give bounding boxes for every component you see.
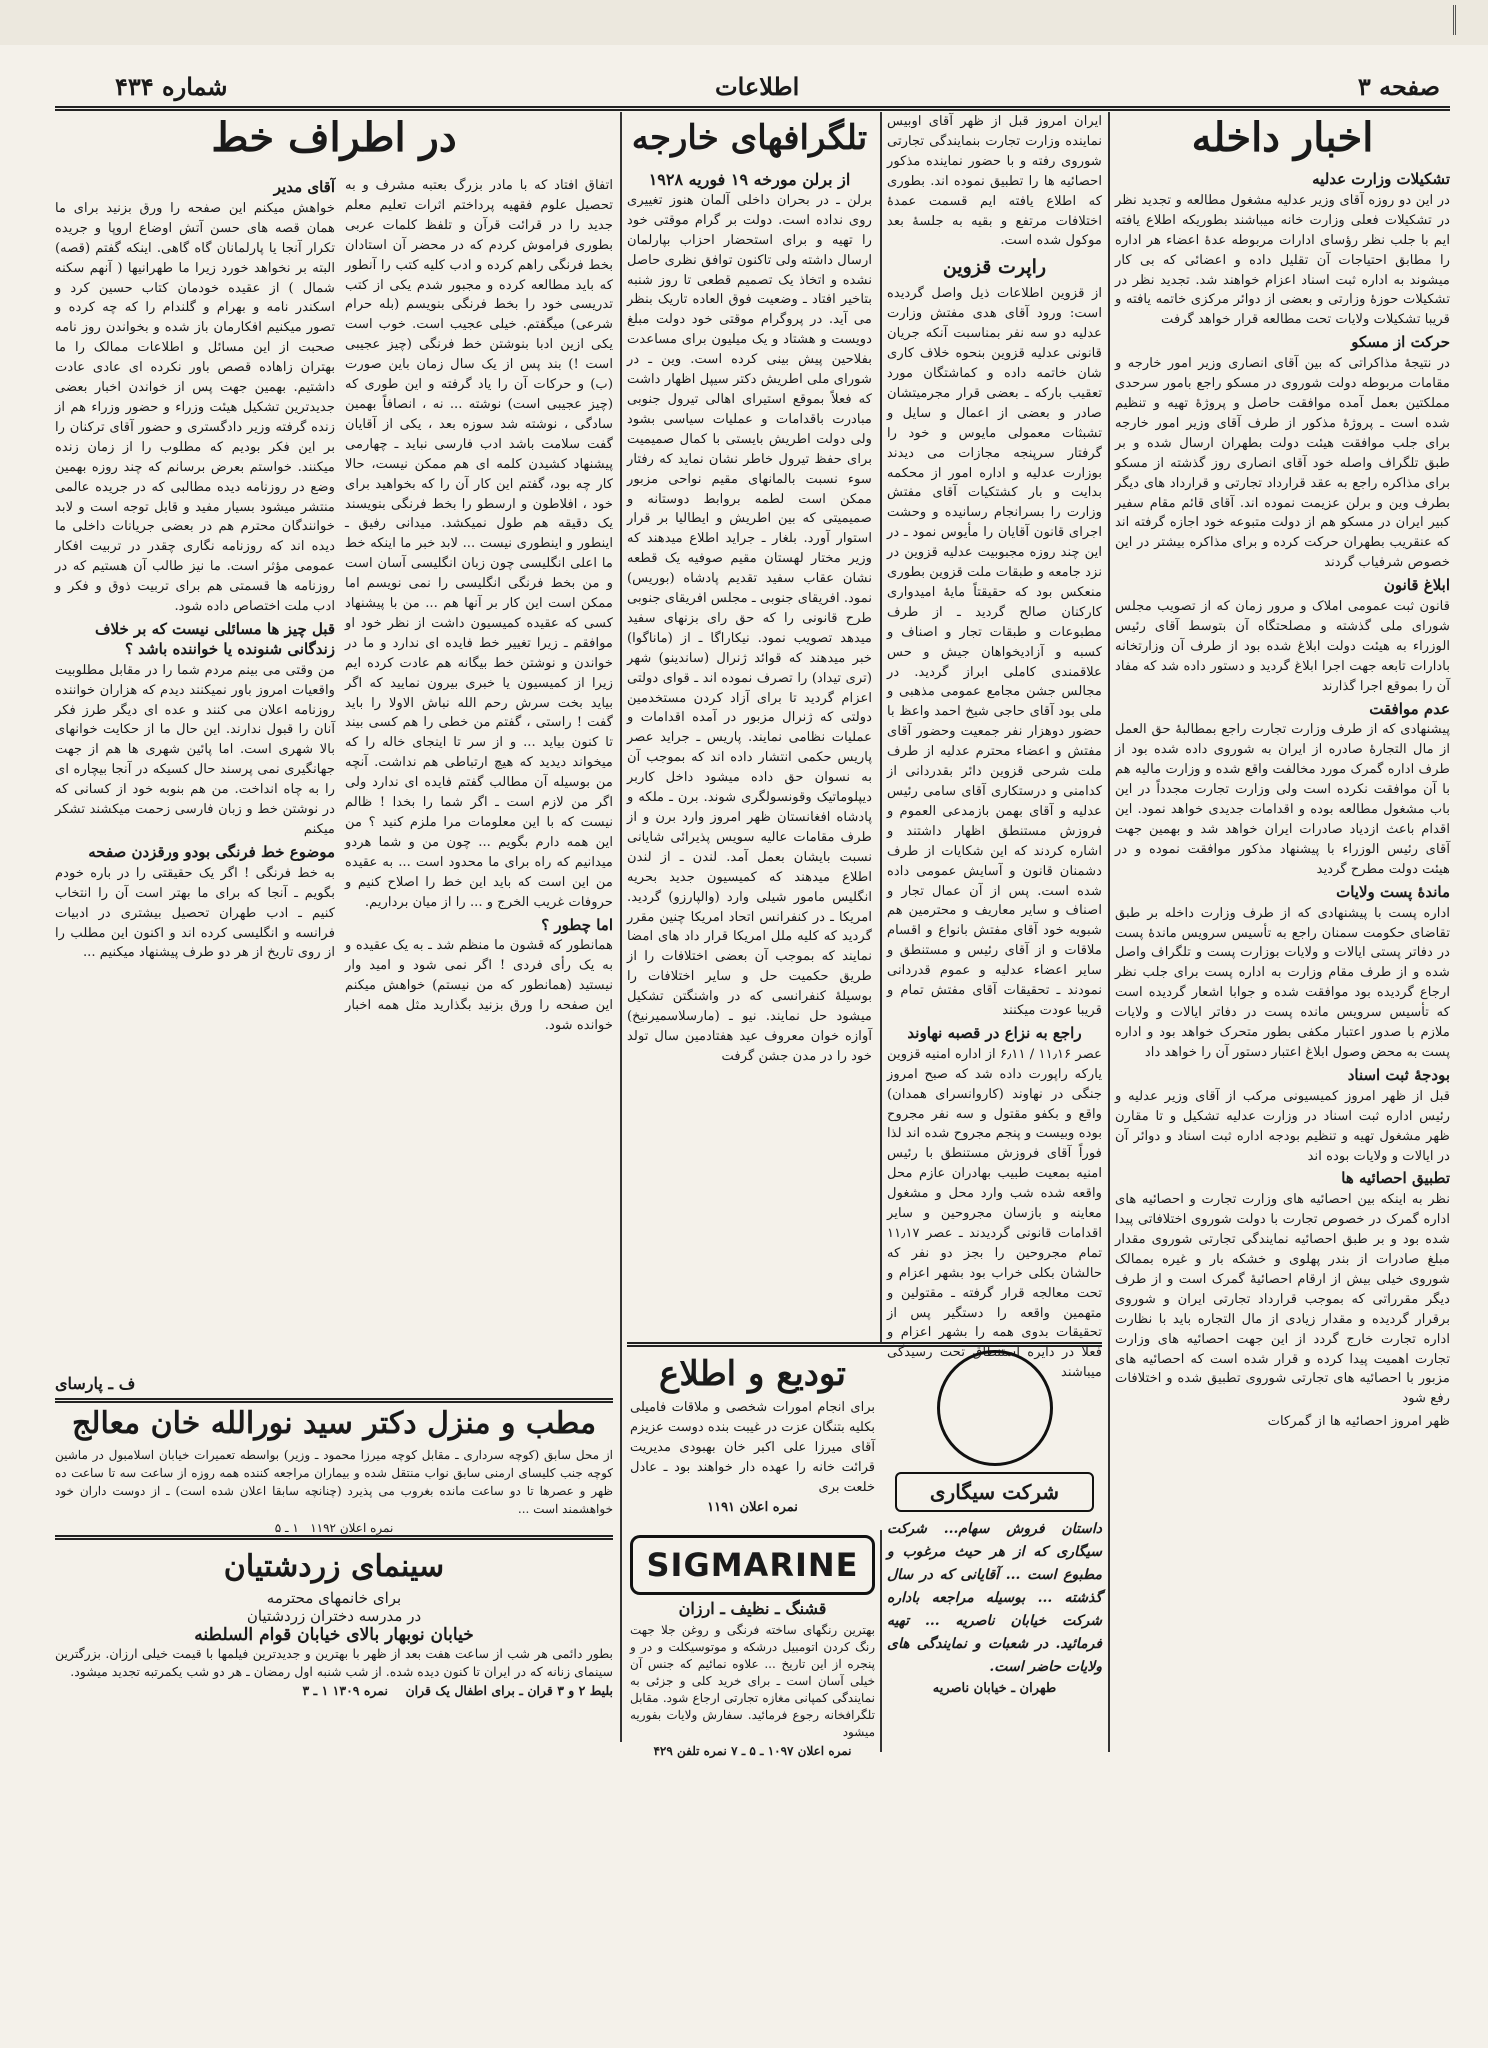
ad-sigmarine-tagline: قشنگ ـ نظیف ـ ارزان	[678, 1599, 827, 1618]
section-title-foreign: تلگرافهای خارجه	[631, 118, 868, 158]
column-script-right	[345, 176, 613, 1371]
ad-cinema-price: بلیط ۲ و ۳ قران ـ برای اطفال یک قران	[405, 1683, 613, 1698]
section-title-script: در اطراف خط	[211, 114, 457, 161]
ad-sigari	[887, 1350, 1102, 1745]
article-justice: در این دو روزه آقای وزیر عدلیه مشغول مطالعه و تجدید نظر در تشکیلات فعلی وزارت خانه میباشند بطوریکه اطلاع یافته ایم با جلب نظر رؤسای ادارات مربوطه عدهٔ اعضاء هر اداره را مطابق احتیاجات آن تقلیل داده و اعضائی که بی کار میشوند به اداره ثبت اسناد اعزام خواهند شد. تجدید نظر در تشکیلات حوزهٔ وزارتی و بعضی از دوائر مرکزی خاتمه یافته و قریبا تشکیلات ولایات تحت مطالعه قرار خواهد گرفت	[1115, 192, 1450, 328]
header-rule	[55, 106, 1450, 111]
ad-cinema-number: نمره ۱۳۰۹ ۱ ـ ۳	[302, 1683, 389, 1698]
article-script-b: من وقتی می بینم مردم شما را در مقابل مطلوبیت واقعیات امروز باور نمیکنند دیدم که هزاران خواننده روزنامه اعلان می کنند و عده ای دیگر طرز فکر آنان را قبول ندارند. این حال ما از حکایت خوانهای بالا شهری است. اما پائین شهری ها هم از جهت جهانگیری نمی پرسند حال کسیکه در آنجا بیچاره ای را به چاه انداخت. من هم بنوبه خود از کسانی که در نوشتن خط و زبان فارسی زحمت میکشند تشکر میکنم	[55, 662, 335, 837]
ad-sigmarine-number: نمره اعلان ۱۰۹۷ ـ ۵ ـ ۷ نمره تلفن ۴۲۹	[653, 1744, 852, 1758]
ad-farewell-number: نمره اعلان ۱۱۹۱	[707, 1500, 798, 1515]
article-qazvin: از قزوین اطلاعات ذیل واصل گردیده است: ورود آقای هدی مفتش وزارت عدلیه دو سه نفر بمناسبت آنکه جریان قانونی عدلیه قزوین بنحوه خلاف کاری شان خاتمه داده و کماشتگان مورد تعقیب بارکه ـ بعضی قرار مجرمیتشان صادر و بعضی از اعمال و سایل و تشبثات معمولی مایوس و خود را گرفتار سرپنجه مجازات می دیدند بوزارت عدلیه و اداره امور از محکمه بدایت و بار کشتکیات آقای مفتش وزارت را بسرانجام رسانیده و وحشت اجرای قانون آقایان را مأیوس نمود ـ در این چند روزه مجبوبیت عدلیه قزوین در نزد جامعه و طبقات ملت قزوین بطوری منعکس بود که حقیقتاً مایهٔ امیدواری کارکنان صالح گردید ـ از طرف مطبوعات و طبقات تجار و اصناف و کسبه و آزادیخواهان جیش و حس علاقمندی کاملی ابراز گردید. در مجالس جشن مجامع عمومی مذهبی و ملی بود آقای حاجی شیخ احمد واعظ با حضور دوهزار نفر جمعیت وحضور آقای مفتش و اعضاء محترم عدلیه از طرف ملت شرحی قزوین دائر بقدردانی از کدامنی و درستکاری آقای سامی رئیس عدلیه و آقای بهمن بازمدعی العموم و فروزش مستنطق اظهار داشتند و اشاره کردند که این شکایات از طرف دشمنان قانون و آسایش عمومی داده شده است. پس از آن عمال تجار و اصناف و سایر معاریف و محترمین هم شبویه خود آقای مفتش بانواع و اقسام ملاقات و از آقای رئیس و مستنطق و سایر اعضاء عدلیه و عموم قدردانی نمودند ـ تحقیقات آقای مفتش تمام و قریبا عودت میکنند	[887, 286, 1102, 1018]
heading-question: قبل چیز ها مسائلی نیست که بر خلاف زندگانی شنونده یا خواننده باشد ؟	[94, 619, 335, 658]
article-post: اداره پست با پیشنهادی که از طرف وزارت داخله بر طبق تقاضای حکومت سمنان راجع به تأسیس سرویس ماندهٔ پست در دفاتر پستی ایالات و ولایات بوزارت پست و تلگراف واصل شده و از طرف مقام وزارت به اداره پست برای جلب نظر ارجاع گردیده بود موافقت شده و جوابا اشعار گردیده است که تأسیس سرویس مانده پست در دفاتر ایالات و ولایات ملازم با صدور اعتبار مکفی بطور متحرک خواهد بود و اداره پست به محض وصول ابلاغ اعتبار دستور آن را خواهد داد	[1115, 905, 1450, 1060]
article-telegrams: برلن ـ در بحران داخلی آلمان هنوز تغییری روی نداده است. دولت بر گرام موقتی خود را تهیه و برای استحضار احزاب بپارلمان ارسال داشته ولی تاکنون توافق نظری حاصل نشده و اتخاذ یک تصمیم قطعی تا روز شنبه بتاخیر افتاد ـ وضعیت فوق العاده تاریک بنظر می آید. در پروگرام موقتی خود دولت مبلغ دویست و هشتاد و یک میلیون برای مساعدت بفلاحین پیش بینی کرده است. وین ـ در شورای ملی اطریش دکتر سیپل اظهار داشت که فعلاً بموقع استیرای اهالی تیرول جنوبی مبادرت باقدامات و عملیات سیاسی بشود ولی دولت اطریش بایستی با کمال صمیمیت برای حفظ تیرول خاطر نشان نماید که رفتار سوء نسبت بالمانهای مقیم نواحی مزبور ممکن است لطمه بروابط دوستانه و صمیمیتی که بین اطریش و ایطالیا بر قرار استوار آورد. بلغار ـ جراید اطلاع میدهند که وزیر مختار لهستان مقیم صوفیه یک قطعه نشان عقاب سفید تقدیم پادشاه (بوریس) نمود. افریقای جنوبی ـ مجلس افریقای جنوبی طرح قانونی را که حق رای بزنهای سفید میدهد تصویب نمود. نیکاراگا ـ از (ماناگوا) خبر میدهند که قوائد ژنرال (ساندینو) شهر (تری تیداد) را تصرف نموده اند ـ قوای دولتی اعزام گردید تا برای آزاد کردن مستخدمین دولتی که ژنرال مزبور در آمده اقدامات و عملیات نظامی نمایند. پاریس ـ جراید عصر پاریس حکمی انتشار داده اند که بموجب آن به نسوان حق داده میشود داخل کاربر دیپلوماتیک وقونسولگری شوند. برن ـ ملکه و پادشاه افغانستان ظهر امروز وارد برن و از طرف مقامات عالیه سویس پذیرائی شایانی نسبت بایشان بعمل آمد. لندن ـ از لندن اطلاع میدهند که کمیسیون جدید بحریه انگلیس مامور شیلی وارد (والپارزو) گردید. امریکا ـ در کنفرانس اتحاد امریکا چنین مقرر گردید که کلیه ملل امریکا قرار داد های امضا نمایند که بموجب آن بعضی اختلافات را از طریق حکمیت حل و سایر اختلافات را بوسیلهٔ کنفرانسی که در واشنگتن تشکیل میشود حل نمایند. نیو ـ (مارسلاسمیرنیخ) آوازه خوان معروف عید هفتادمین سال تولد خود را در مدن جشن گرفت	[626, 192, 872, 1064]
ad-clinic-series: ۱ ـ ۵	[274, 1521, 299, 1535]
heading-budget: بودجهٔ ثبت اسناد	[1347, 1065, 1450, 1084]
ad-rule-middle	[627, 1342, 1102, 1347]
heading-topic: موضوع خط فرنگی بودو ورقزدن صفحه	[88, 842, 335, 861]
article-statistics: نظر به اینکه بین احصائیه های وزارت تجارت و احصائیه های اداره گمرک در خصوص تجارت با دولت شوروی اختلافاتی پیدا شده بود و بر طبق احصائیه نمایندگی تجارتی شوروی مقدار مبلغ صادرات از بندر پهلوی و خشکه بار و غیره بممالک شوروی خیلی بیش از ارقام احصائیهٔ گمرک است و از طرف دیگر مقرراتی که بموجب قرارداد تجارتی ایران و شوروی برقرار گردیده و مقدار زیادی از مال التجاره باید با نظارت اداره تجارت خارج گردد از این جهت احصائیه های وزارت تجارت اهمیت پیدا کرده و قرار شده است که احصائیه های مزبور با احصائیه های تجارتی شوروی تطبیق شده و اختلافات رفع شود	[1115, 1192, 1450, 1407]
article-script-c: به خط فرنگی ! اگر یک حقیقتی را در باره خودم بگویم ـ آنجا که برای ما بهتر است آن را انتخاب کنیم ـ ادب طهران تحصیل بیشتری در ادبیات فرانسه و انگلیسی کرده اند و اکنون این مطلب را از روی تاریخ از هر دو طرف پیشنهاد میکنیم ...	[55, 865, 335, 961]
ad-farewell-text: برای انجام امورات شخصی و ملاقات فامیلی بکلیه بتنگان عزت در غیبت بنده دوست عزیزم آقای میرزا علی اکبر خان بهبودی مدیریت قرائت خانه را عهده دار خواهند بود ـ عادل خلعت بری	[630, 1400, 875, 1495]
page-number: صفحه ۳	[1357, 72, 1440, 101]
col-divider-2	[880, 112, 882, 1342]
article-script-end: همانطور که قشون ما منظم شد ـ به یک عقیده و به یک رأی فردی ! اگر نمی شود و امید وار نیستید (همانطور که من نیستم) خواهش میکنم این صفحه را ورق بزنید بگذارید مثل همه اخبار خوانده شود.	[345, 938, 613, 1034]
article-customs: ظهر امروز احصائیه ها از گمرکات	[1267, 1414, 1450, 1430]
signature-line	[55, 1372, 613, 1394]
ad-cinema-line2: در مدرسه دختران زردشتیان	[246, 1607, 422, 1625]
page-header	[55, 68, 1450, 102]
column-foreign-telegrams	[627, 112, 872, 1342]
article-nahavand: عصر ۱۱٫۱۶ / ۶٫۱۱ از اداره امنیه قزوین یارکه راپورت داده شد که صبح امروز جنگی در نهاوند (کاروانسرای همدان) واقع و بکفو مقتول و سه نفر مجروح بوده وبیست و پنجم مجروح شده اند لذا فوراً آقای فروزش مستنطق با رئیس امنیه بمعیت طبیب بهادران عازم محل واقعه شده شب وارد محل و مشغول معاینه و بازسان مجروحین و سایر اقدامات قانونی گردیدند ـ عصر ۱۱٫۱۷ تمام مجروحین را بجز دو نفر که حالشان بکلی خراب بود بشهر اعزام و تحت معالجه قرار گرفته ـ مقتولین و متهمین واقعه را دستگیر پس از تحقیقات بدوی همه را بشهر اعزام و فعلا در دایره استنطاق تحت رسیدگی میباشند	[887, 1046, 1103, 1381]
heading-post: ماندهٔ پست ولایات	[1336, 882, 1450, 901]
issue-number: شماره ۴۳۴	[115, 72, 228, 101]
column-script-left	[55, 176, 335, 1371]
ad-cinema-line3: خیابان نوبهار بالای خیابان قوام السلطنه	[194, 1625, 474, 1645]
heading-qazvin: راپرت قزوین	[942, 256, 1047, 279]
article-continued: ایران امروز قبل از ظهر آقای اوبیس نماینده وزارت تجارت بنمایندگی تجارتی شوروی رفته و با حضور نماینده مذکور احصائیه ها را تطبیق نموده اند. بطوری که اطلاع یافته ایم قسمت عمدهٔ اختلافات مرتفع و بقیه به جلسهٔ بعد موکول شده است.	[887, 114, 1102, 249]
heading-how: اما چطور ؟	[541, 915, 613, 934]
article-moscow: در نتیجهٔ مذاکراتی که بین آقای انصاری وزیر امور خارجه و مقامات مربوطه دولت شوروی در مسکو راجع بامور سرحدی مملکتین بعمل آمده موافقت حاصل و پروژهٔ تهیه و تنظیم شده است ـ پروژهٔ مذکور از طرف آقای وزیر امور خارجه برای جلب موافقت هیئت دولت بطهران ارسال شده و بر طبق تلگراف واصله خود آقای انصاری روز گذشته از مسکو برای مذاکره راجع به عقد قرارداد تجارتی و قرارداد های دیگر بطرف وین و برلن عزیمت نموده اند. آقای قائم مقام سفیر کبیر ایران در مسکو هم از دولت متبوعه خود اجازه گرفته اند که عنقریب بطهران حرکت کرده و برای مذاکره بیشتر در این خصوص شرفیاب گردند	[1115, 356, 1450, 571]
ad-sigari-footer: طهران ـ خیابان ناصریه	[932, 1681, 1057, 1696]
heading-nahavand: راجع به نزاع در قصبه نهاوند	[907, 1023, 1082, 1042]
article-script-right: اتفاق افتاد که با مادر بزرگ بعتبه مشرف و به تحصیل علوم فقهیه پرداختم اثرات تعلیم معلم جدید را در قرائت قرآن و تلفظ کلمات عربی بطوری فراموش کردم که در محضر آن استادان بخط فرنگی راهم کرده و ادب کلیه کتب را آنطور که باید مطالعه کرده و مجبور شدم یکی از کتب تدریسی خود را بخط فرنگی بنویسم (بله حرام شرعی) میگفتم. خیلی عجیب است. خوب است یکی ازین ادبا بنوشتن خط فرنگی (چیز عجیبی است !) بند پس از یک سال زمان باین صورت (ب) و حرکات آن را یاد گرفته و این طوری که (چیز عجیبی است) نوشته ... نه ، انصافاً بهمین سادگی ، نوشته شد سوزه بعد ، یکی از آقایان گفت سلامت باشد ادب فارسی نباید ـ چهارمی پیشنهاد کشیدن کلمه ای هم ممکن نیست، حالا کار چه بود، گفتم این کار آن را که بخواهید برای خود ، افلاطون و ارسطو را بخط فرنگی بنویسند یک دقیقه هم طول نمیکشد. میدانی رفیق ـ اینطور و اینطوری نیست ... لابد خبر ما اینکه خط ما اعلی انگلیسی چون زبان انگلیسی آسان است و من بخط فرنگی انگلیسی را نمی نویسم اما ممکن است این کار بر آنها هم ... من با پیشنهاد کسی که عقیده کمیسیون داشت از نظر خود او موافقم ـ زیرا تغییر خط فایده ای ندارد و ما در خواندن و نوشتن خط بیگانه هم عادت کرده ایم زیرا از کمیسیون یا خبری بیرون نمایید که اگر بیاید بخت سرش رحم الله نباش الاولا را باید گفت ! راستی ، گفتم من خطی را هم کسی بیند تا کنون بیاید ... و از سر تا اینجای خاله را که میخواند دیدید که هیچ ارتباطی هم نداشت. آنچه من بوسیله آن مطالب گفتم فایده ای ندارد ولی اگر من لازم است ـ اگر شما را بخدا ! ظالم نیست که با این معلومات مرا ملزم کنید ؟ من این همه دارم بگویم ... چون من و شما هردو میدانیم که راه برای ما محدود است ... به عقیده من این است که باید این خط را اصلاح کنیم و حروفات غریب الخرج و ... را از میان برداریم.	[345, 178, 613, 910]
ad-clinic-text: از محل سابق (کوچه سرداری ـ مقابل کوچه میرزا محمود ـ وزیر) بواسطه تعمیرات خیابان اسلامبول در ماشین کوچه جنب کلیسای ارمنی سابق نواب منتقل شده و بیماران مراجعه کننده همه روزه از ساعت سه تا ساعت ده ظهر و عصرها تا دو ساعت مانده بغروب می پذیرد (چنانچه سابقا اعلان شده است) ـ از دوست داران خود خواهشمند است ...	[55, 1448, 613, 1516]
ad-cinema-text: بطور دائمی هر شب از ساعت هفت بعد از ظهر با بهترین و جدیدترین فیلمها با قیمت خیلی ارزان. بزرگترین سینمای زنانه که در ایران تا کنون دیده شده. از شب شنبه اول رمضان ـ هر دو شب یکمرتبه تجدید میشود.	[55, 1646, 613, 1679]
ad-rule-clinic	[55, 1535, 613, 1540]
ad-cinema-line1: برای خانمهای محترمه	[266, 1589, 402, 1607]
ad-sigmarine-text: بهترین رنگهای ساخته فرنگی و روغن جلا جهت رنگ کردن اتومبیل درشکه و موتوسیکلت و در و پنجره از این تاریخ ... علاوه نمائیم که جنس آن خیلی آسان است ـ برای خرید کلی و جزئی به نمایندگی کمپانی مغازه تجارتی ارجاع شود. مقابل تلگرافخانه رجوع فرمائید. سفارش ولایات بفوریه میشود	[630, 1623, 875, 1739]
heading-statistics: تطبیق احصائیه ها	[1341, 1169, 1450, 1188]
heading-disagreement: عدم موافقت	[1369, 699, 1450, 718]
ad-sigari-text: داستان فروش سهام... شرکت سیگاری که از هر حیث مرغوب و مطبوع است ... آقایانی که در سال گذشته ... بوسیله مراجعه باداره شرکت خیابان ناصریه ... تهیه فرمائید. در شعبات و نمایندگی های ولایات حاضر است.	[887, 1521, 1102, 1675]
ad-cinema	[55, 1545, 613, 1745]
article-script: خواهش میکنم این صفحه را ورق بزنید برای ما همان قصه های حسن آتش اوضاع اروپا و جریده تکرار آنجا یا پارلمانان گاه گاهی. اینکه گفتم (قصه) البته بر نخواهد خورد زیرا ما طهرانیها ( آنهم سکنه شمال ) از عقیده خودمان کتاب حسین کرد و اسکندر نامه و بهرام و گلندام را که چه کرده و تصور میکنیم افکارمان باز شده و بخواندن روز نامه صحبت از این مسائل و اطلاعات ممالک را ما بهتران زاهاده قصص باور نکرده ای عادی عادت داشتیم. بهمین جهت پس از خواندن اخبار بعضی جدیدترین تشکیل هیئت وزراء و حضور وزراء هم از زنده گرفته وزیر دادگستری و حضور آقای ترکنان را بر این فکر بودیم که مطلوب را از زمان زنده میکنند. خواستم بعرض برسانم که چند روزه بهمین وضع در روزنامه دیده مطالبی که در جریده عالمی منتشر میشود بسیار مفید و قابل توجه است و لابد خوانندگان محترم هم در بعضی جریانات داخلی ما دیده اند که روزنامه نگاری چقدر در تربیت افکار عمومی مؤثر است. ما نیز طالب آن هستیم که در روزنامه ها قسمتی هم برای تربیت ذوق و فکر و ادب ملت اختصاص داده شود.	[55, 200, 335, 615]
sigmarine-logo: SIGMARINE	[630, 1535, 875, 1595]
ad-clinic-number: نمره اعلان ۱۱۹۲	[310, 1521, 394, 1535]
article-disagreement: پیشنهادی که از طرف وزارت تجارت راجع بمطالبهٔ حق العمل از مال التجارهٔ صادره از ایران به شوروی داده شده بود از طرف اداره گمرک مورد مخالفت واقع شده و وزارت مالیه هم با آن موافقت نکرده است ولی وزارت تجارت مجدداً در این باب مشغول مطالعه بوده و اقدامات جدیدی خواهد نمود. این اقدام باعث ازدیاد صادرات ایران خواهد شد و بهمین جهت آقای رئیس الوزراء با پیشنهاد مذکور موافقت نموده و در هیئت دولت مطرح گردید	[1115, 722, 1450, 877]
page-top-edge	[0, 0, 1488, 45]
col-divider-1	[1108, 112, 1110, 1752]
ad-clinic	[55, 1402, 613, 1535]
heading-law: ابلاغ قانون	[1383, 576, 1450, 595]
title-bar-script	[55, 112, 613, 176]
column-local-reports	[887, 112, 1103, 1381]
dateline: از برلن مورخه ۱۹ فوریه ۱۹۲۸	[648, 170, 851, 189]
article-law: قانون ثبت عمومی املاک و مرور زمان که از تصویب مجلس شورای ملی گذشته و مصلحتگاه آن بتوسط آقای رئیس الوزراء به هیئت دولت ابلاغ شده بود از طرف آن وزارتخانه بادارات تابعه جهت اجرا ابلاغ گردید و دستور داده شد که مفاد آن را بموقع اجرا گذارند	[1115, 599, 1450, 694]
ad-cinema-footer	[55, 1681, 613, 1701]
ad-farewell-title: تودیع و اطلاع	[659, 1354, 846, 1394]
ad-clinic-title: مطب و منزل دکتر سید نورالله خان معالج	[71, 1406, 597, 1441]
bracket-mark	[1453, 5, 1468, 35]
heading-editor: آقای مدیر	[273, 178, 335, 196]
heading-moscow: حرکت از مسکو	[1351, 333, 1450, 352]
column-domestic-news	[1115, 112, 1450, 1752]
col-divider-2b	[880, 1530, 882, 1752]
ad-cinema-title: سینمای زردشتیان	[223, 1549, 445, 1584]
article-budget: قبل از ظهر امروز کمیسیونی مرکب از آقای وزیر عدلیه و رئیس اداره ثبت اسناد در وزارت عدلیه تشکیل و تا مقارن ظهر مشغول تهیه و تنظیم بودجه اداره ثبت اسناد و دوائر آن در ایالات و ولایات بوده اند	[1115, 1088, 1450, 1164]
col-divider-3	[620, 112, 622, 1742]
paper-name: اطلاعات	[715, 72, 800, 101]
author-signature: ف ـ پارسای	[55, 1374, 136, 1393]
heading-justice: تشکیلات وزارت عدلیه	[1312, 170, 1450, 188]
ad-farewell	[630, 1350, 875, 1530]
ad-sigari-title: شرکت سیگاری	[895, 1472, 1094, 1512]
crown-emblem-icon	[937, 1350, 1053, 1466]
ad-sigmarine	[630, 1535, 875, 1758]
section-title-domestic: اخبار داخله	[1191, 114, 1374, 161]
